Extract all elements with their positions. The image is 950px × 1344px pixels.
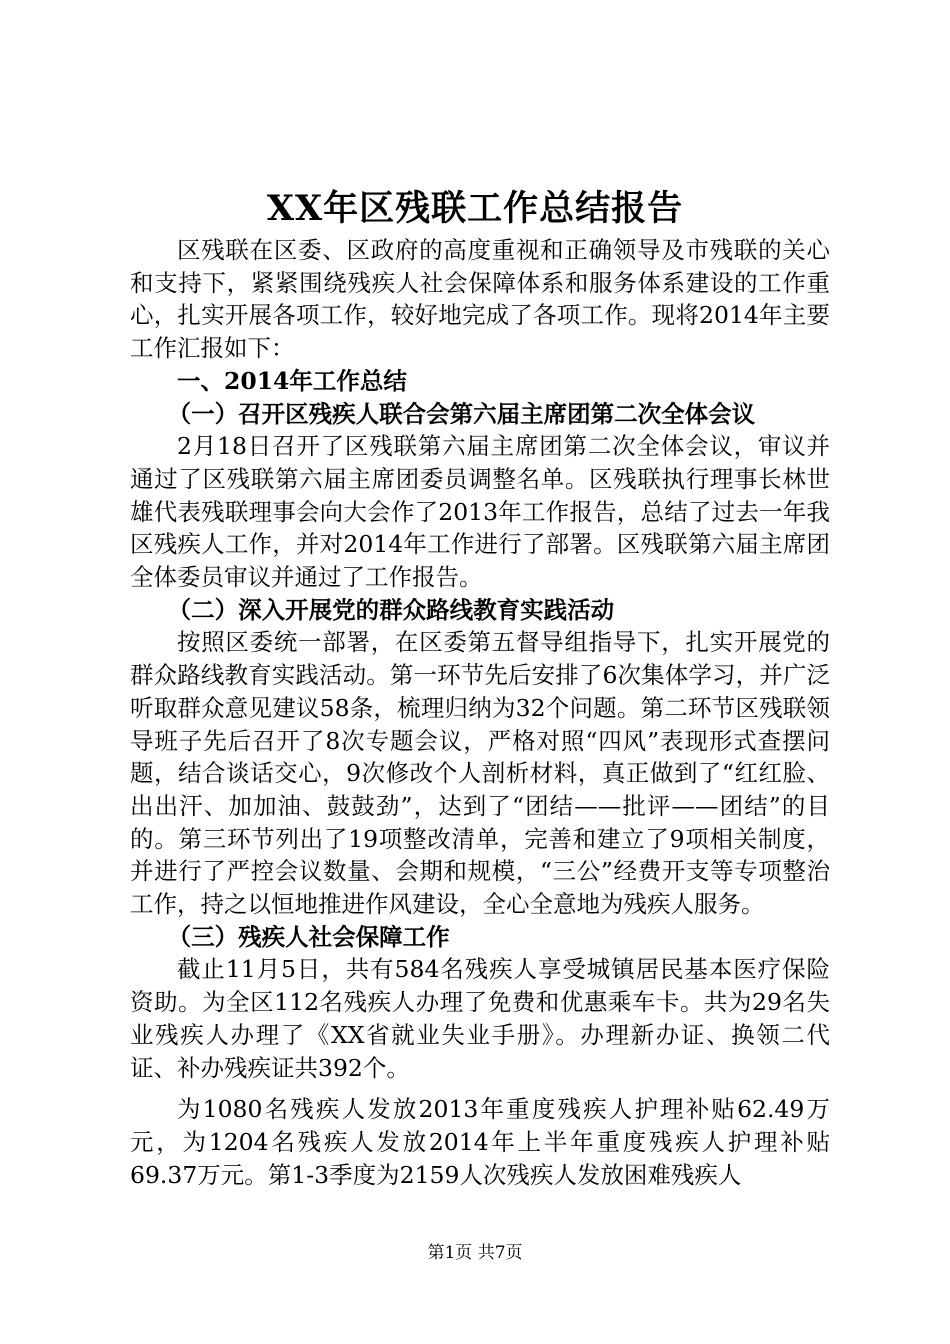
intro-paragraph: 区残联在区委、区政府的高度重视和正确领导及市残联的关心和支持下，紧紧围绕残疾人社会保障体系和服务体系建设的工作重心，扎实开展各项工作，较好地完成了各项工作。现将2014年主要工作汇报如下：	[130, 236, 830, 363]
page-footer: 第1页 共7页	[427, 1243, 523, 1263]
document-body	[130, 234, 830, 1191]
subsection-heading-3: （三）残疾人社会保障工作	[167, 922, 450, 951]
section-heading: 一、2014年工作总结	[177, 366, 407, 395]
paragraph-meeting: 2月18日召开了区残联第六届主席团第二次全体会议，审议并通过了区残联第六届主席团委员调整名单。区残联执行理事长林世雄代表残联理事会向大会作了2013年工作报告，总结了过去一年我区残疾人工作，并对2014年工作进行了部署。区残联第六届主席团全体委员审议并通过了工作报告。	[130, 432, 830, 592]
page-title: XX年区残联工作总结报告	[266, 188, 684, 229]
subsection-heading-2: （二）深入开展党的群众路线教育实践活动	[167, 595, 615, 624]
paragraph-subsidy: 为1080名残疾人发放2013年重度残疾人护理补贴62.49万元，为1204名残疾人发放2014年上半年重度残疾人护理补贴69.37万元。第1-3季度为2159人次残疾人发放困难残疾人	[130, 1095, 830, 1189]
paragraph-education: 按照区委统一部署，在区委第五督导组指导下，扎实开展党的群众路线教育实践活动。第一环节先后安排了6次集体学习，并广泛听取群众意见建议58条，梳理归纳为32个问题。第二环节区残联领导班子先后召开了8次专题会议，严格对照“四风”表现形式查摆问题，结合谈话交心，9次修改个人剖析材料，真正做到了“红红脸、出出汗、加加油、鼓鼓劲”，达到了“团结——批评——团结”的目的。第三环节列出了19项整改清单，完善和建立了9项相关制度，并进行了严控会议数量、会期和规模，“三公”经费开支等专项整治工作，持之以恒地推进作风建设，全心全意地为残疾人服务。	[130, 628, 830, 919]
subsection-heading-1: （一）召开区残疾人联合会第六届主席团第二次全体会议	[167, 399, 756, 428]
paragraph-security: 截止11月5日，共有584名残疾人享受城镇居民基本医疗保险资助。为全区112名残疾人办理了免费和优惠乘车卡。共为29名失业残疾人办理了《XX省就业失业手册》。办理新办证、换领二代证、补办残疾证共392个。	[130, 955, 830, 1082]
